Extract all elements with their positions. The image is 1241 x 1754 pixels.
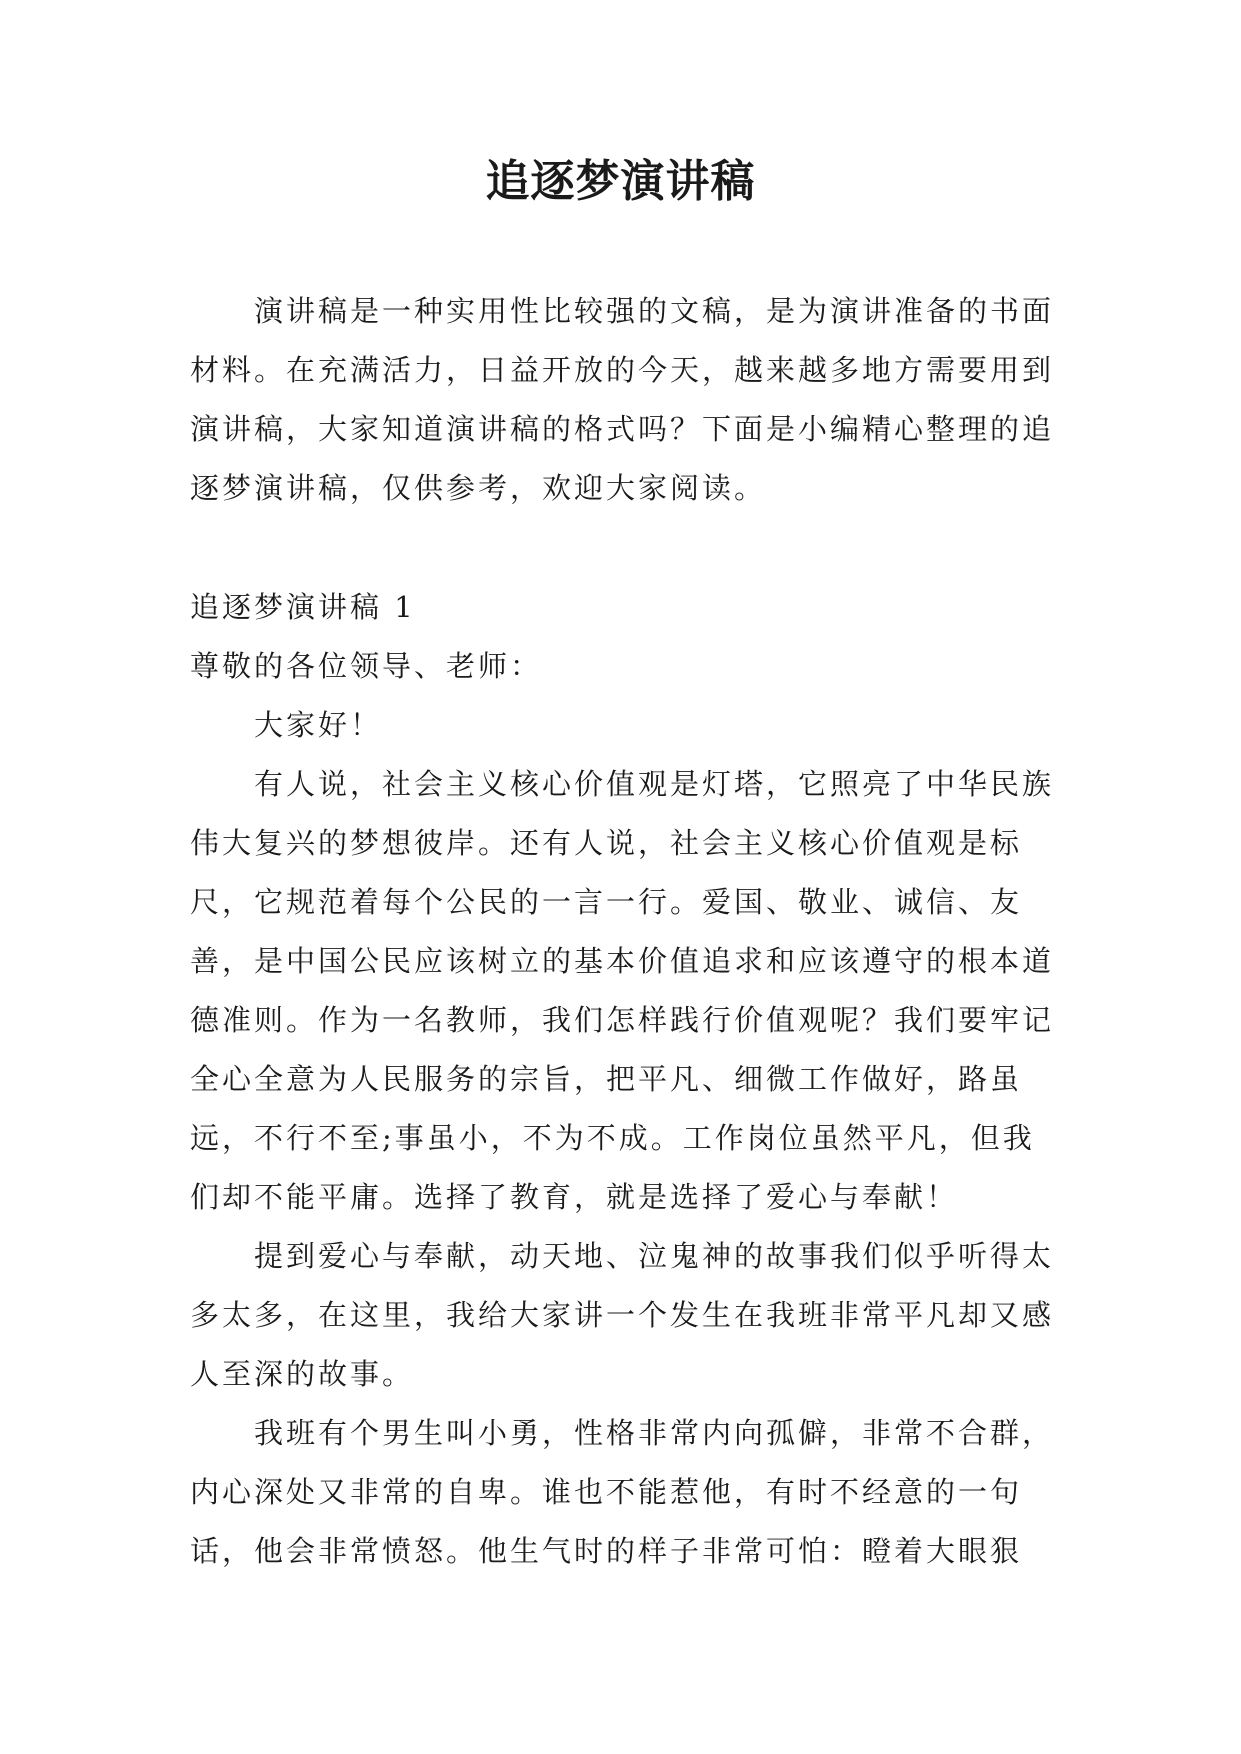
speech-section [190,578,1056,1581]
document-title: 追逐梦演讲稿 [485,156,756,207]
body-paragraph: 有人说，社会主义核心价值观是灯塔，它照亮了中华民族伟大复兴的梦想彼岸。还有人说，社会主义核心价值观是标尺，它规范着每个公民的一言一行。爱国、敬业、诚信、友善，是中国公民应该树立的基本价值追求和应该遵守的根本道德准则。作为一名教师，我们怎样践行价值观呢？我们要牢记全心全意为人民服务的宗旨，把平凡、细微工作做好，路虽远，不行不至;事虽小，不为不成。工作岗位虽然平凡，但我们却不能平庸。选择了教育，就是选择了爱心与奉献！ [190,767,1055,1214]
body-paragraph: 我班有个男生叫小勇，性格非常内向孤僻，非常不合群，内心深处又非常的自卑。谁也不能惹他，有时不经意的一句话，他会非常愤怒。他生气时的样子非常可怕：瞪着大眼狠 [190,1416,1055,1568]
salutation: 尊敬的各位领导、老师： [190,649,543,683]
section-heading: 追逐梦演讲稿 1 [190,590,416,624]
body-paragraph: 提到爱心与奉献，动天地、泣鬼神的故事我们似乎听得太多太多，在这里，我给大家讲一个发生在我班非常平凡却又感人至深的故事。 [190,1239,1055,1391]
greeting: 大家好！ [254,708,383,742]
intro-paragraph: 演讲稿是一种实用性比较强的文稿，是为演讲准备的书面材料。在充满活力，日益开放的今天，越来越多地方需要用到演讲稿，大家知道演讲稿的格式吗？下面是小编精心整理的追逐梦演讲稿，仅供参考，欢迎大家阅读。 [190,294,1055,505]
